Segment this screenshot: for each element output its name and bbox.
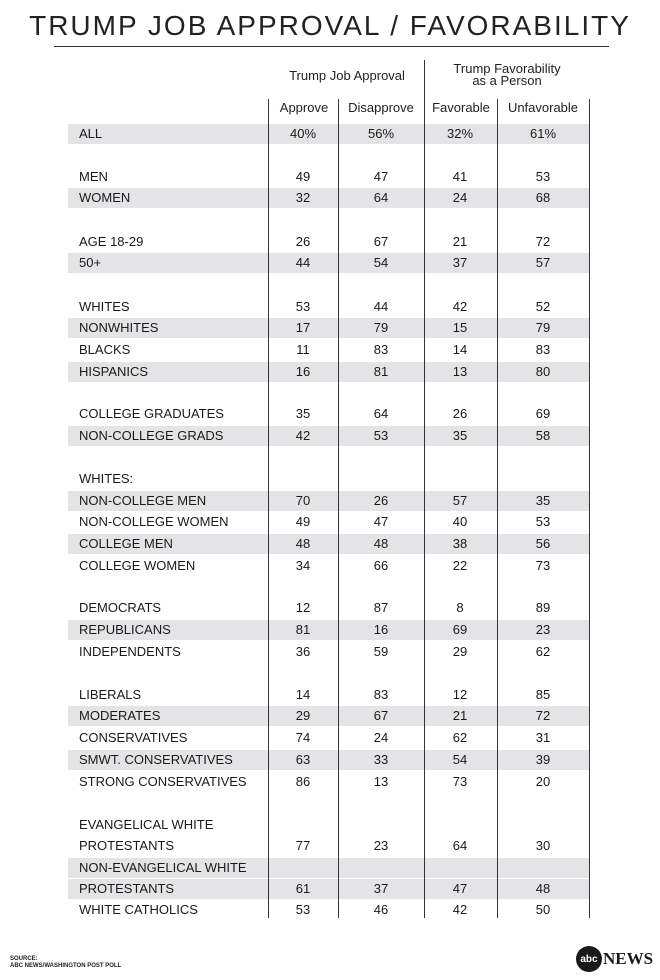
row-label: PROTESTANTS (79, 838, 175, 853)
job-approval-header: Trump Job Approval (289, 68, 405, 83)
unfavorable-value: 79 (535, 320, 551, 335)
row-label: WHITE CATHOLICS (79, 902, 198, 917)
row-label: DEMOCRATS (79, 600, 162, 615)
column-divider (589, 99, 590, 918)
favorable-value: 57 (452, 493, 468, 508)
favorable-value: 15 (452, 320, 468, 335)
approve-value: 11 (296, 342, 310, 357)
unfavorable-value: 53 (535, 514, 551, 529)
row-label: HISPANICS (79, 364, 149, 379)
row-label: WOMEN (79, 190, 131, 205)
favorable-value: 41 (452, 169, 468, 184)
disapprove-value: 37 (373, 881, 389, 896)
approve-value: 16 (295, 364, 311, 379)
column-divider (268, 99, 269, 918)
unfavorable-value: 89 (535, 600, 551, 615)
row-label: BLACKS (79, 342, 131, 357)
table-row (68, 772, 589, 792)
table-row (68, 469, 589, 489)
row-label: ALL (79, 126, 103, 141)
unfavorable-value: 58 (535, 428, 551, 443)
table-row (68, 340, 589, 360)
favorable-value: 42 (452, 299, 468, 314)
row-label: NON-COLLEGE WOMEN (79, 514, 229, 529)
unfavorable-value: 30 (535, 838, 551, 853)
table-row (68, 362, 589, 382)
table-row (68, 124, 589, 144)
unfavorable-value: 53 (535, 169, 551, 184)
row-label: LIBERALS (79, 687, 142, 702)
table-row (68, 253, 589, 273)
favorable-value: 14 (452, 342, 468, 357)
favorability-header-line2: as a Person (472, 73, 542, 88)
approve-value: 49 (295, 169, 311, 184)
disapprove-value: 13 (373, 774, 389, 789)
unfavorable-value: 52 (535, 299, 551, 314)
approve-value: 12 (295, 600, 311, 615)
unfavorable-value: 39 (535, 752, 551, 767)
table-row (68, 620, 589, 640)
disapprove-value: 64 (373, 190, 389, 205)
page-title: TRUMP JOB APPROVAL / FAVORABILITY (29, 10, 631, 41)
table-row (68, 750, 589, 770)
news-wordmark: NEWS (603, 949, 654, 968)
table-row (68, 900, 589, 920)
table-row (68, 642, 589, 662)
approve-value: 40% (289, 126, 317, 141)
approve-value: 49 (295, 514, 311, 529)
table-row (68, 879, 589, 899)
unfavorable-value: 20 (535, 774, 551, 789)
approve-value: 53 (295, 299, 311, 314)
approve-value: 36 (295, 644, 311, 659)
row-label: SMWT. CONSERVATIVES (79, 752, 233, 767)
disapprove-value: 16 (373, 622, 389, 637)
unfavorable-value: 50 (535, 902, 551, 917)
disapprove-value: 64 (373, 406, 389, 421)
table-row (68, 404, 589, 424)
table-row (68, 598, 589, 618)
row-label: 50+ (79, 255, 102, 270)
disapprove-value: 48 (373, 536, 389, 551)
disapprove-value: 47 (373, 169, 389, 184)
unfavorable-value: 57 (535, 255, 551, 270)
unfavorable-value: 73 (535, 558, 551, 573)
favorable-value: 24 (452, 190, 468, 205)
row-label: WHITES: (79, 471, 134, 486)
table-row (68, 728, 589, 748)
row-label: STRONG CONSERVATIVES (79, 774, 247, 789)
table-row (68, 534, 589, 554)
row-label: COLLEGE WOMEN (79, 558, 196, 573)
unfavorable-value: 48 (535, 881, 551, 896)
unfavorable-value: 56 (535, 536, 551, 551)
favorable-value: 42 (452, 902, 468, 917)
favorable-value: 54 (452, 752, 468, 767)
approve-value: 42 (295, 428, 311, 443)
disapprove-value: 67 (373, 234, 389, 249)
source-label: SOURCE: (10, 956, 38, 962)
approve-value: 77 (295, 838, 311, 853)
approve-value: 35 (295, 406, 311, 421)
table-row (68, 188, 589, 208)
favorable-value: 35 (452, 428, 468, 443)
unfavorable-value: 23 (535, 622, 551, 637)
approve-value: 70 (295, 493, 311, 508)
column-header-approve: Approve (279, 100, 329, 115)
unfavorable-value: 72 (535, 234, 551, 249)
unfavorable-value: 31 (535, 730, 551, 745)
source-note (10, 956, 121, 970)
disapprove-value: 53 (373, 428, 389, 443)
table-row (68, 706, 589, 726)
table-row (68, 815, 589, 835)
table-row (68, 426, 589, 446)
approve-value: 63 (295, 752, 311, 767)
disapprove-value: 54 (373, 255, 389, 270)
favorable-value: 62 (452, 730, 468, 745)
unfavorable-value: 61% (529, 126, 557, 141)
unfavorable-value: 72 (535, 708, 551, 723)
unfavorable-value: 85 (535, 687, 551, 702)
table-row (68, 318, 589, 338)
favorable-value: 38 (452, 536, 468, 551)
favorable-value: 40 (452, 514, 468, 529)
approve-value: 14 (295, 687, 311, 702)
favorable-value: 21 (452, 234, 468, 249)
table-row (68, 232, 589, 252)
approve-value: 48 (295, 536, 311, 551)
table-row (68, 556, 589, 576)
favorable-value: 21 (452, 708, 468, 723)
favorable-value: 64 (452, 838, 468, 853)
approve-value: 32 (295, 190, 311, 205)
favorable-value: 8 (456, 600, 464, 615)
table-row (68, 512, 589, 532)
unfavorable-value: 83 (535, 342, 551, 357)
disapprove-value: 66 (373, 558, 389, 573)
row-label: NON-COLLEGE MEN (79, 493, 207, 508)
disapprove-value: 46 (373, 902, 389, 917)
row-label: COLLEGE MEN (79, 536, 173, 551)
row-label: MODERATES (79, 708, 161, 723)
approve-value: 29 (295, 708, 311, 723)
favorable-value: 22 (452, 558, 468, 573)
disapprove-value: 44 (373, 299, 389, 314)
table-row (68, 297, 589, 317)
column-divider (338, 99, 339, 918)
approve-value: 17 (295, 320, 311, 335)
row-label: AGE 18-29 (79, 234, 144, 249)
disapprove-value: 24 (373, 730, 389, 745)
disapprove-value: 81 (373, 364, 389, 379)
approve-value: 74 (295, 730, 311, 745)
column-divider (424, 60, 425, 918)
row-label: COLLEGE GRADUATES (79, 406, 224, 421)
table-row (68, 167, 589, 187)
column-header-disapprove: Disapprove (348, 100, 414, 115)
disapprove-value: 87 (373, 600, 389, 615)
disapprove-value: 23 (373, 838, 389, 853)
table-row (68, 858, 589, 878)
approve-value: 34 (295, 558, 311, 573)
approve-value: 61 (295, 881, 311, 896)
unfavorable-value: 35 (535, 493, 551, 508)
disapprove-value: 83 (373, 342, 389, 357)
unfavorable-value: 62 (535, 644, 551, 659)
row-label: CONSERVATIVES (79, 730, 188, 745)
favorable-value: 29 (452, 644, 468, 659)
approve-value: 86 (295, 774, 311, 789)
row-label: PROTESTANTS (79, 881, 175, 896)
approve-value: 26 (295, 234, 311, 249)
table-row (68, 685, 589, 705)
disapprove-value: 79 (373, 320, 389, 335)
row-label: NONWHITES (79, 320, 159, 335)
disapprove-value: 59 (373, 644, 389, 659)
disapprove-value: 47 (373, 514, 389, 529)
row-label: NON-COLLEGE GRADS (79, 428, 224, 443)
disapprove-value: 56% (367, 126, 395, 141)
favorable-value: 12 (452, 687, 468, 702)
approve-value: 53 (295, 902, 311, 917)
row-label: NON-EVANGELICAL WHITE (79, 860, 247, 875)
column-header-favorable: Favorable (432, 100, 490, 115)
favorable-value: 69 (452, 622, 468, 637)
abc-news-logo (576, 946, 653, 972)
favorable-value: 37 (452, 255, 468, 270)
disapprove-value: 83 (373, 687, 389, 702)
abc-logo-icon: abc (576, 946, 602, 972)
unfavorable-value: 69 (535, 406, 551, 421)
column-header-unfavorable: Unfavorable (507, 100, 579, 115)
favorable-value: 32% (446, 126, 474, 141)
title-divider (54, 46, 609, 47)
column-divider (497, 99, 498, 918)
row-label: EVANGELICAL WHITE (79, 817, 214, 832)
approve-value: 44 (295, 255, 311, 270)
unfavorable-value: 80 (535, 364, 551, 379)
favorable-value: 73 (452, 774, 468, 789)
disapprove-value: 67 (373, 708, 389, 723)
row-label: WHITES (79, 299, 130, 314)
approve-value: 81 (295, 622, 311, 637)
favorable-value: 47 (452, 881, 468, 896)
favorable-value: 26 (452, 406, 468, 421)
row-label: REPUBLICANS (79, 622, 171, 637)
table-row (68, 836, 589, 856)
favorable-value: 13 (452, 364, 468, 379)
table-row (68, 491, 589, 511)
disapprove-value: 26 (373, 493, 389, 508)
source-text: ABC NEWS/WASHINGTON POST POLL (10, 963, 122, 969)
unfavorable-value: 68 (535, 190, 551, 205)
favorability-header-line1: Trump Favorability (453, 61, 561, 76)
disapprove-value: 33 (373, 752, 389, 767)
row-label: INDEPENDENTS (79, 644, 181, 659)
row-label: MEN (79, 169, 108, 184)
